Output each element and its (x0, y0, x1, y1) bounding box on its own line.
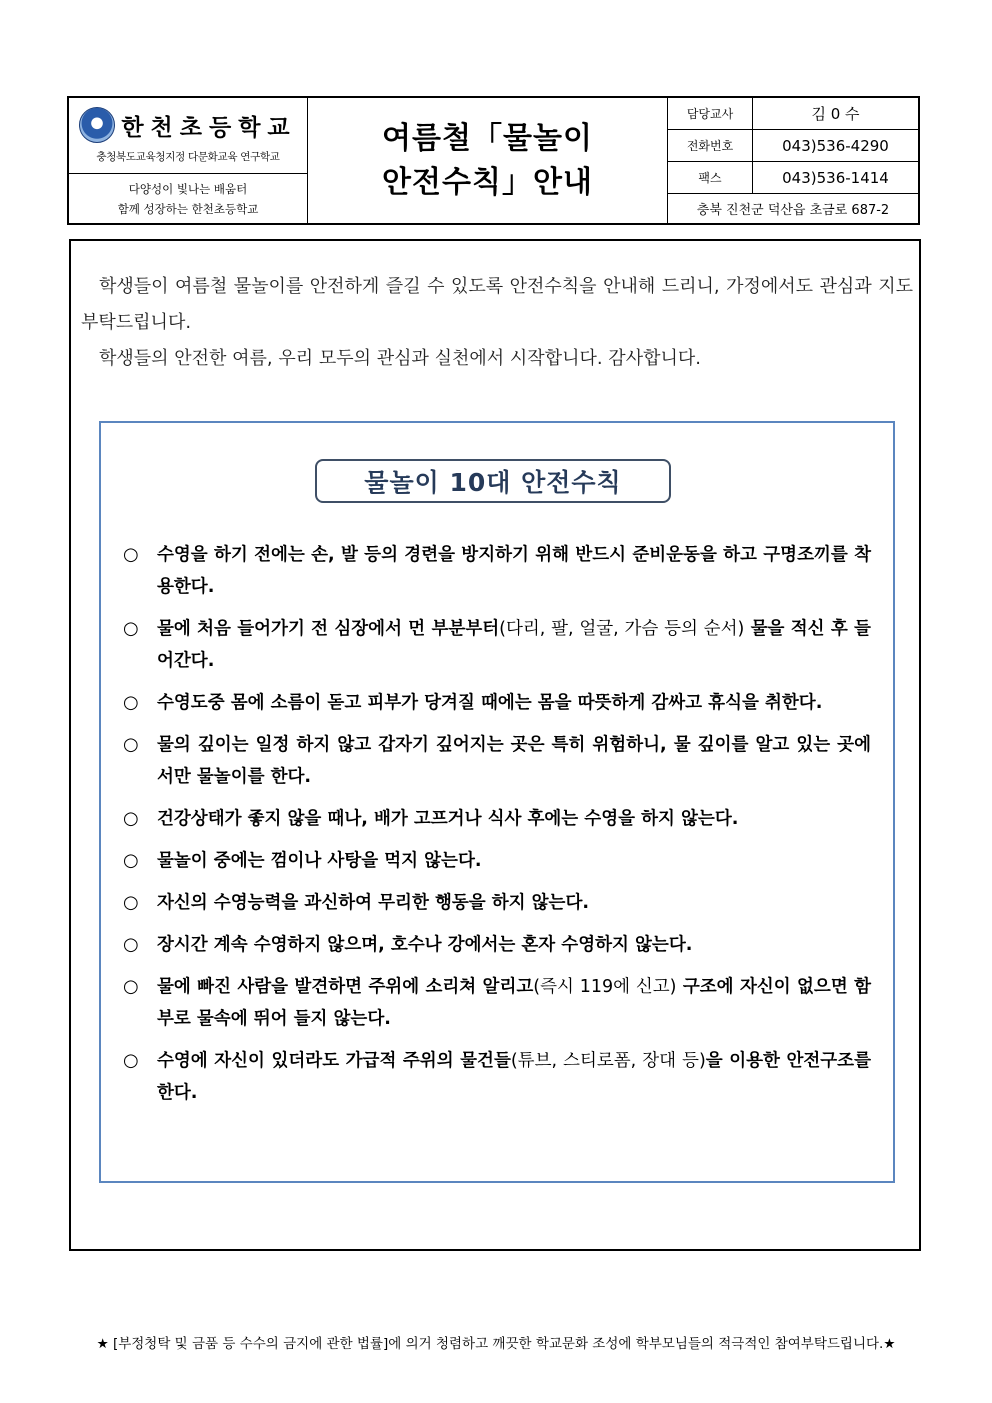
motto-line-1: 다양성이 빛나는 배움터 (128, 181, 248, 196)
circle-bullet-icon: ○ (123, 1050, 139, 1071)
teacher-row (668, 98, 918, 130)
rule-text-continued: 구조에 자신이 없으면 함부로 물속에 뛰어 들지 않는다. (157, 977, 872, 1029)
rule-note: (튜브, 스티로폼, 장대 등) (510, 1051, 706, 1071)
fax-row (668, 162, 918, 194)
rule-text-continued: 을 이용한 안전구조를 한다. (157, 1051, 871, 1103)
list-item (123, 539, 871, 603)
intro-text (81, 269, 913, 377)
rule-text: 물의 깊이는 일정 하지 않고 갑자기 깊어지는 곳은 특히 위험하니, 물 깊이를 알고 있는 곳에서만 물놀이를 한다. (157, 735, 871, 787)
rules-title: 물놀이 10대 안전수칙 (364, 468, 622, 497)
rule-text: 건강상태가 좋지 않을 때나, 배가 고프거나 식사 후에는 수영을 하지 않는다. (157, 809, 739, 829)
phone-label: 전화번호 (668, 130, 753, 161)
fax-value: 043)536-1414 (782, 168, 889, 187)
document-title-cell (308, 98, 668, 223)
teacher-value: 김 0 수 (811, 105, 860, 123)
rule-text-continued: 물을 적신 후 들어간다. (157, 619, 871, 671)
school-name-row (69, 107, 307, 143)
school-designation: 충청북도교육청지정 다문화교육 연구학교 (96, 151, 280, 163)
list-item (123, 845, 871, 877)
letterhead-table (67, 96, 920, 225)
rule-text: 장시간 계속 수영하지 않으며, 호수나 강에서는 혼자 수영하지 않는다. (157, 935, 693, 955)
rule-text: 물놀이 중에는 껌이나 사탕을 먹지 않는다. (157, 851, 482, 871)
intro-paragraph-2: 학생들의 안전한 여름, 우리 모두의 관심과 실천에서 시작합니다. 감사합니다. (99, 348, 701, 369)
circle-bullet-icon: ○ (123, 808, 139, 829)
rules-title-box (315, 459, 671, 503)
safety-rules-box (99, 421, 895, 1183)
fax-label: 팩스 (668, 162, 753, 193)
rule-text: 수영에 자신이 있더라도 가급적 주위의 물건들 (157, 1051, 511, 1071)
address-row (668, 194, 918, 223)
main-content-box (69, 239, 921, 1251)
rule-text: 수영도중 몸에 소름이 돋고 피부가 당겨질 때에는 몸을 따뜻하게 감싸고 휴식을 취한다. (157, 693, 823, 713)
rules-list (123, 539, 871, 1119)
rule-text: 물에 처음 들어가기 전 심장에서 먼 부분부터 (157, 619, 500, 639)
list-item (123, 729, 871, 793)
motto-line-2: 함께 성장하는 한천초등학교 (117, 201, 259, 216)
circle-bullet-icon: ○ (123, 976, 139, 997)
school-name: 한천초등학교 (121, 114, 297, 141)
school-motto (69, 174, 307, 223)
teacher-label: 담당교사 (668, 98, 753, 129)
circle-bullet-icon: ○ (123, 892, 139, 913)
list-item (123, 887, 871, 919)
list-item (123, 613, 871, 677)
circle-bullet-icon: ○ (123, 850, 139, 871)
rule-note: (즉시 119에 신고) (533, 977, 677, 997)
list-item (123, 929, 871, 961)
circle-bullet-icon: ○ (123, 544, 139, 565)
school-emblem-icon (79, 107, 115, 143)
list-item (123, 1045, 871, 1109)
phone-row (668, 130, 918, 162)
intro-paragraph-1: 학생들이 여름철 물놀이를 안전하게 즐길 수 있도록 안전수칙을 안내해 드리니, 가정에서도 관심과 지도 부탁드립니다. (81, 276, 913, 333)
anti-graft-notice: ★ [부정청탁 및 금품 등 수수의 금지에 관한 법률]에 의거 청렴하고 깨끗한 학교문화 조성에 학부모님들의 적극적인 참여부탁드립니다.★ (96, 1336, 896, 1352)
document-title-line-2: 안전수칙」안내 (382, 164, 593, 200)
rule-note: (다리, 팔, 얼굴, 가슴 등의 순서) (499, 619, 745, 639)
contact-info-cell (668, 98, 918, 223)
circle-bullet-icon: ○ (123, 618, 139, 639)
list-item (123, 971, 871, 1035)
list-item (123, 803, 871, 835)
phone-value: 043)536-4290 (782, 136, 889, 155)
circle-bullet-icon: ○ (123, 734, 139, 755)
document-title-line-1: 여름철「물놀이 (382, 120, 593, 156)
school-identity (69, 98, 307, 174)
list-item (123, 687, 871, 719)
school-info-cell (69, 98, 308, 223)
rule-text: 물에 빠진 사람을 발견하면 주위에 소리쳐 알리고 (157, 977, 534, 997)
address: 충북 진천군 덕산읍 초금로 687-2 (696, 203, 890, 218)
rule-text: 자신의 수영능력을 과신하여 무리한 행동을 하지 않는다. (157, 893, 590, 913)
circle-bullet-icon: ○ (123, 692, 139, 713)
circle-bullet-icon: ○ (123, 934, 139, 955)
rule-text: 수영을 하기 전에는 손, 발 등의 경련을 방지하기 위해 반드시 준비운동을 하고 구명조끼를 착용한다. (157, 545, 871, 597)
